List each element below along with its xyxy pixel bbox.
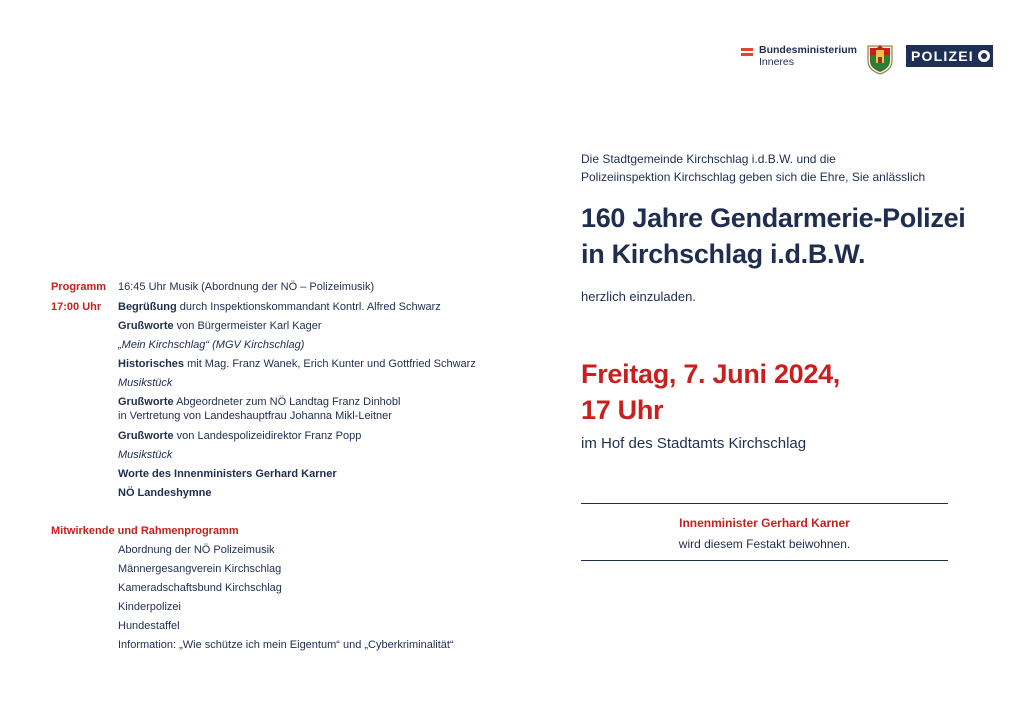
program-item: 16:45 Uhr Musik (Abordnung der NÖ – Polizeimusik) xyxy=(118,281,375,293)
police-star-icon xyxy=(978,50,990,62)
title-line: in Kirchschlag i.d.B.W. xyxy=(581,239,866,269)
program-label: Programm xyxy=(51,281,107,293)
austria-flag-icon xyxy=(741,48,753,56)
participants-heading: Mitwirkende und Rahmenprogramm xyxy=(51,525,239,537)
police-logo xyxy=(906,45,993,67)
participant-item: Hundestaffel xyxy=(118,620,180,632)
participant-item: Männergesangverein Kirchschlag xyxy=(118,563,282,575)
intro-line: Die Stadtgemeinde Kirchschlag i.d.B.W. und die xyxy=(581,152,836,166)
program-item: in Vertretung von Landeshauptfrau Johanna Mikl-Leitner xyxy=(118,410,392,422)
program-item: Grußworte von Landespolizeidirektor Franz Popp xyxy=(118,430,362,442)
program-item: NÖ Landeshymne xyxy=(118,487,212,499)
title-line: 160 Jahre Gendarmerie-Polizei xyxy=(581,203,966,233)
program-item: Grußworte Abgeordneter zum NÖ Landtag Franz Dinhobl xyxy=(118,396,401,408)
minister-note xyxy=(581,513,948,555)
ministry-subname: Inneres xyxy=(759,56,795,68)
intro-line: Polizeiinspektion Kirchschlag geben sich die Ehre, Sie anlässlich xyxy=(581,170,926,184)
participant-item: Abordnung der NÖ Polizeimusik xyxy=(118,544,275,556)
program-item: Musikstück xyxy=(118,377,173,389)
event-date xyxy=(581,356,840,428)
divider-bottom xyxy=(581,560,948,561)
ministry-name: Bundesministerium xyxy=(759,44,858,56)
ministry-logo xyxy=(741,44,857,68)
minister-name: Innenminister Gerhard Karner xyxy=(679,516,850,530)
program-item: Musikstück xyxy=(118,449,173,461)
participant-item: Information: „Wie schütze ich mein Eigentum“ und „Cyberkriminalität“ xyxy=(118,639,454,651)
program-start-time: 17:00 Uhr xyxy=(51,301,102,313)
date-line: Freitag, 7. Juni 2024, xyxy=(581,359,841,389)
event-title xyxy=(581,200,966,272)
event-venue: im Hof des Stadtamts Kirchschlag xyxy=(581,435,807,452)
participant-item: Kameradschaftsbund Kirchschlag xyxy=(118,582,282,594)
coat-of-arms-icon xyxy=(866,43,894,75)
minister-attendance: wird diesem Festakt beiwohnen. xyxy=(678,537,851,551)
program-item: Historisches mit Mag. Franz Wanek, Erich Kunter und Gottfried Schwarz xyxy=(118,358,476,370)
police-logo-text: POLIZEI xyxy=(911,48,974,64)
program-item: Begrüßung durch Inspektionskommandant Kontrl. Alfred Schwarz xyxy=(118,301,441,313)
time-line: 17 Uhr xyxy=(581,395,664,425)
invitation-intro xyxy=(581,150,925,186)
divider-top xyxy=(581,503,948,504)
participant-item: Kinderpolizei xyxy=(118,601,181,613)
invitation-closing: herzlich einzuladen. xyxy=(581,289,696,304)
program-item: „Mein Kirchschlag“ (MGV Kirchschlag) xyxy=(118,339,305,351)
program-item: Worte des Innenministers Gerhard Karner xyxy=(118,468,337,480)
program-item: Grußworte von Bürgermeister Karl Kager xyxy=(118,320,322,332)
